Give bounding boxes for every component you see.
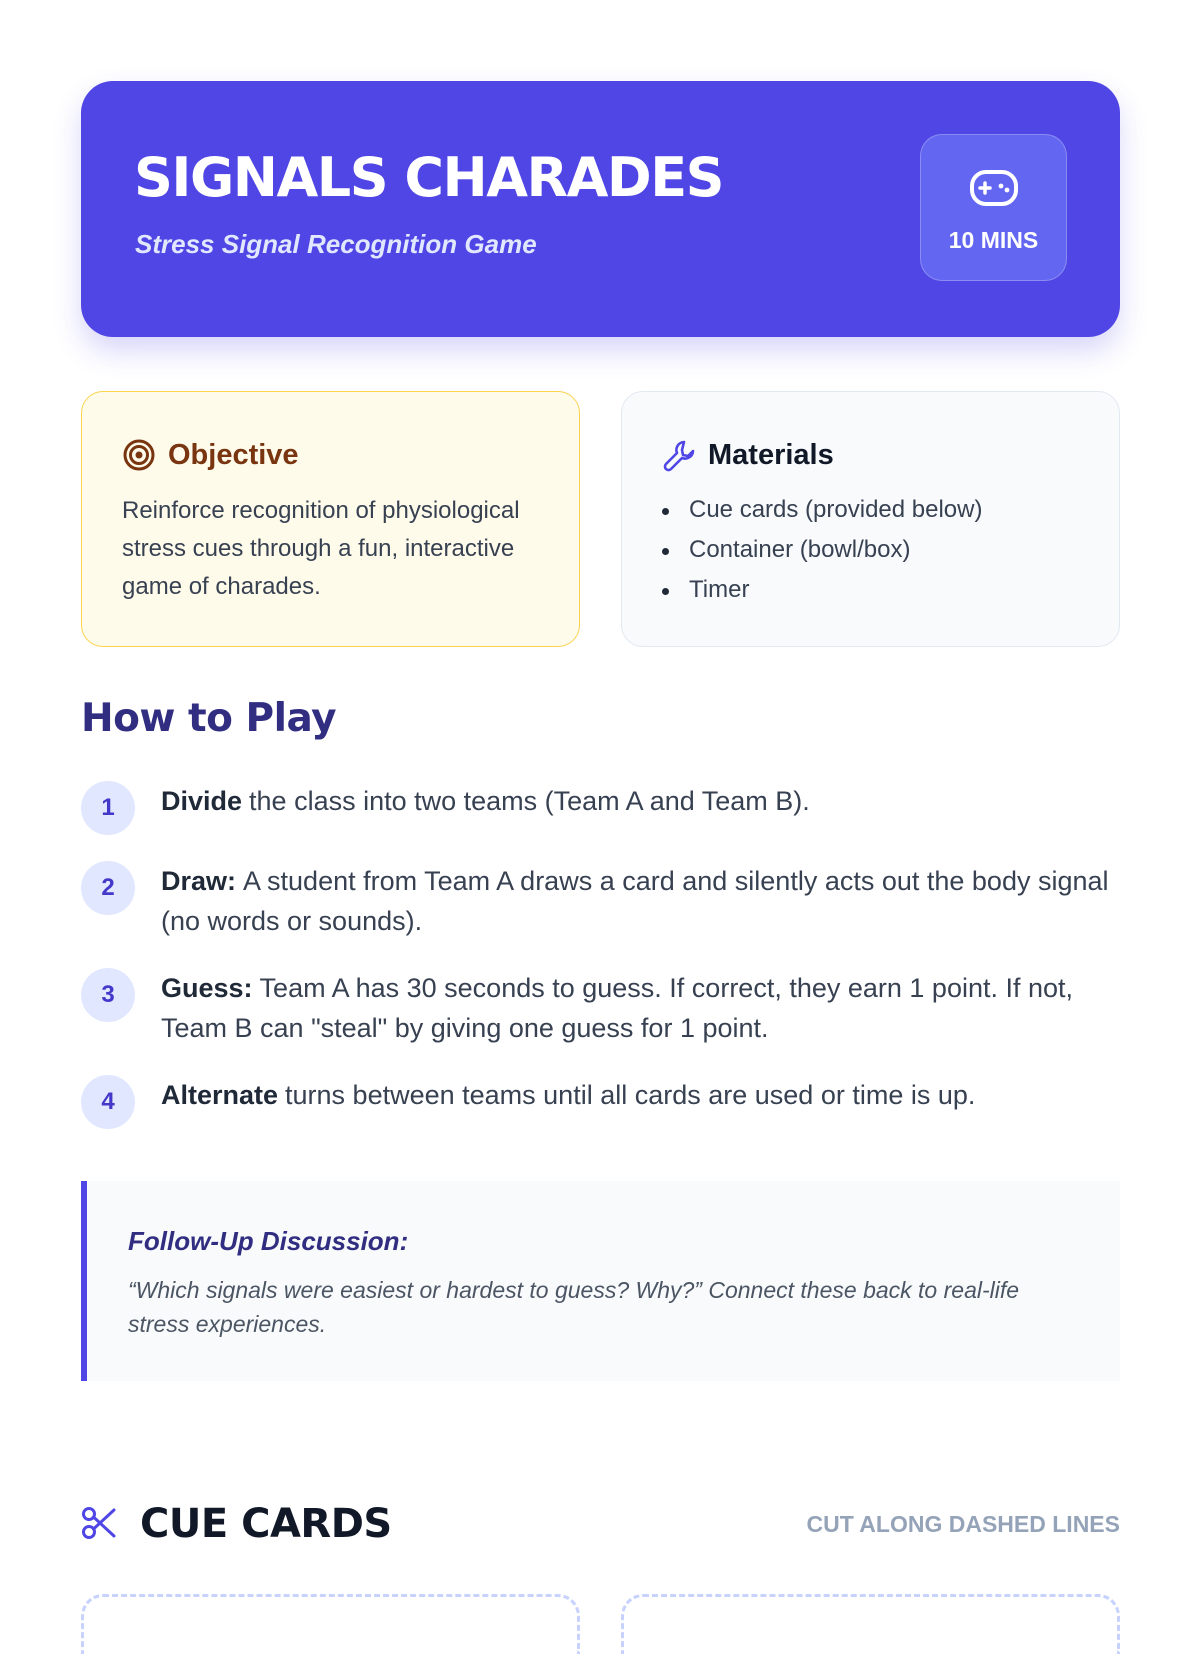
step-keyword: Divide <box>161 786 243 816</box>
worksheet-page <box>81 81 1120 1547</box>
duration-label: 10 MINS <box>948 227 1039 253</box>
cue-card <box>621 1594 1120 1654</box>
cue-card <box>81 1594 580 1654</box>
step-description: Team A has 30 seconds to guess. If correct, they earn 1 point. If not, Team B can "steal" by giving one guess for 1 point. <box>161 973 1074 1043</box>
objective-text: Reinforce recognition of physiological stress cues through a fun, interactive game of charades. <box>122 497 520 600</box>
step-description: A student from Team A draws a card and silently acts out the body signal (no words or sounds). <box>161 866 1109 936</box>
list-item: Container (bowl/box) <box>662 530 982 570</box>
page-title: SIGNALS CHARADES <box>134 146 723 209</box>
step-text <box>161 781 1121 821</box>
step-number: 4 <box>81 1075 135 1129</box>
step-number: 1 <box>81 781 135 835</box>
materials-title: Materials <box>708 439 834 471</box>
list-item: Timer <box>662 570 982 610</box>
discussion-callout <box>81 1181 1120 1381</box>
discussion-title: Follow-Up Discussion: <box>128 1226 409 1256</box>
step-number: 3 <box>81 968 135 1022</box>
info-cards <box>81 391 1120 647</box>
step-keyword: Guess: <box>161 973 253 1003</box>
cut-hint: CUT ALONG DASHED LINES <box>806 1511 1120 1537</box>
step-description: turns between teams until all cards are used or time is up. <box>285 1080 976 1110</box>
materials-card <box>621 391 1120 647</box>
materials-list <box>662 490 982 610</box>
how-to-play-title: How to Play <box>81 696 337 741</box>
step-keyword: Draw: <box>161 866 237 896</box>
step-text <box>161 968 1121 1048</box>
discussion-text: “Which signals were easiest or hardest to guess? Why?” Connect these back to real-life stress experiences. <box>128 1277 1020 1337</box>
cue-cards-title: CUE CARDS <box>140 1501 392 1547</box>
step-description: the class into two teams (Team A and Team B). <box>249 786 810 816</box>
scissors-icon <box>81 1505 117 1541</box>
step-keyword: Alternate <box>161 1080 279 1110</box>
step-text <box>161 861 1121 941</box>
wrench-icon <box>662 438 696 472</box>
gamepad-icon <box>969 169 1019 207</box>
list-item: Cue cards (provided below) <box>662 490 982 530</box>
step-number: 2 <box>81 861 135 915</box>
cue-cards-header <box>81 1499 1120 1549</box>
target-icon <box>122 438 156 472</box>
page-subtitle: Stress Signal Recognition Game <box>135 229 537 259</box>
duration-badge <box>920 134 1067 281</box>
step-text <box>161 1075 1121 1115</box>
objective-card <box>81 391 580 647</box>
header-banner <box>81 81 1120 337</box>
objective-title: Objective <box>168 439 299 471</box>
